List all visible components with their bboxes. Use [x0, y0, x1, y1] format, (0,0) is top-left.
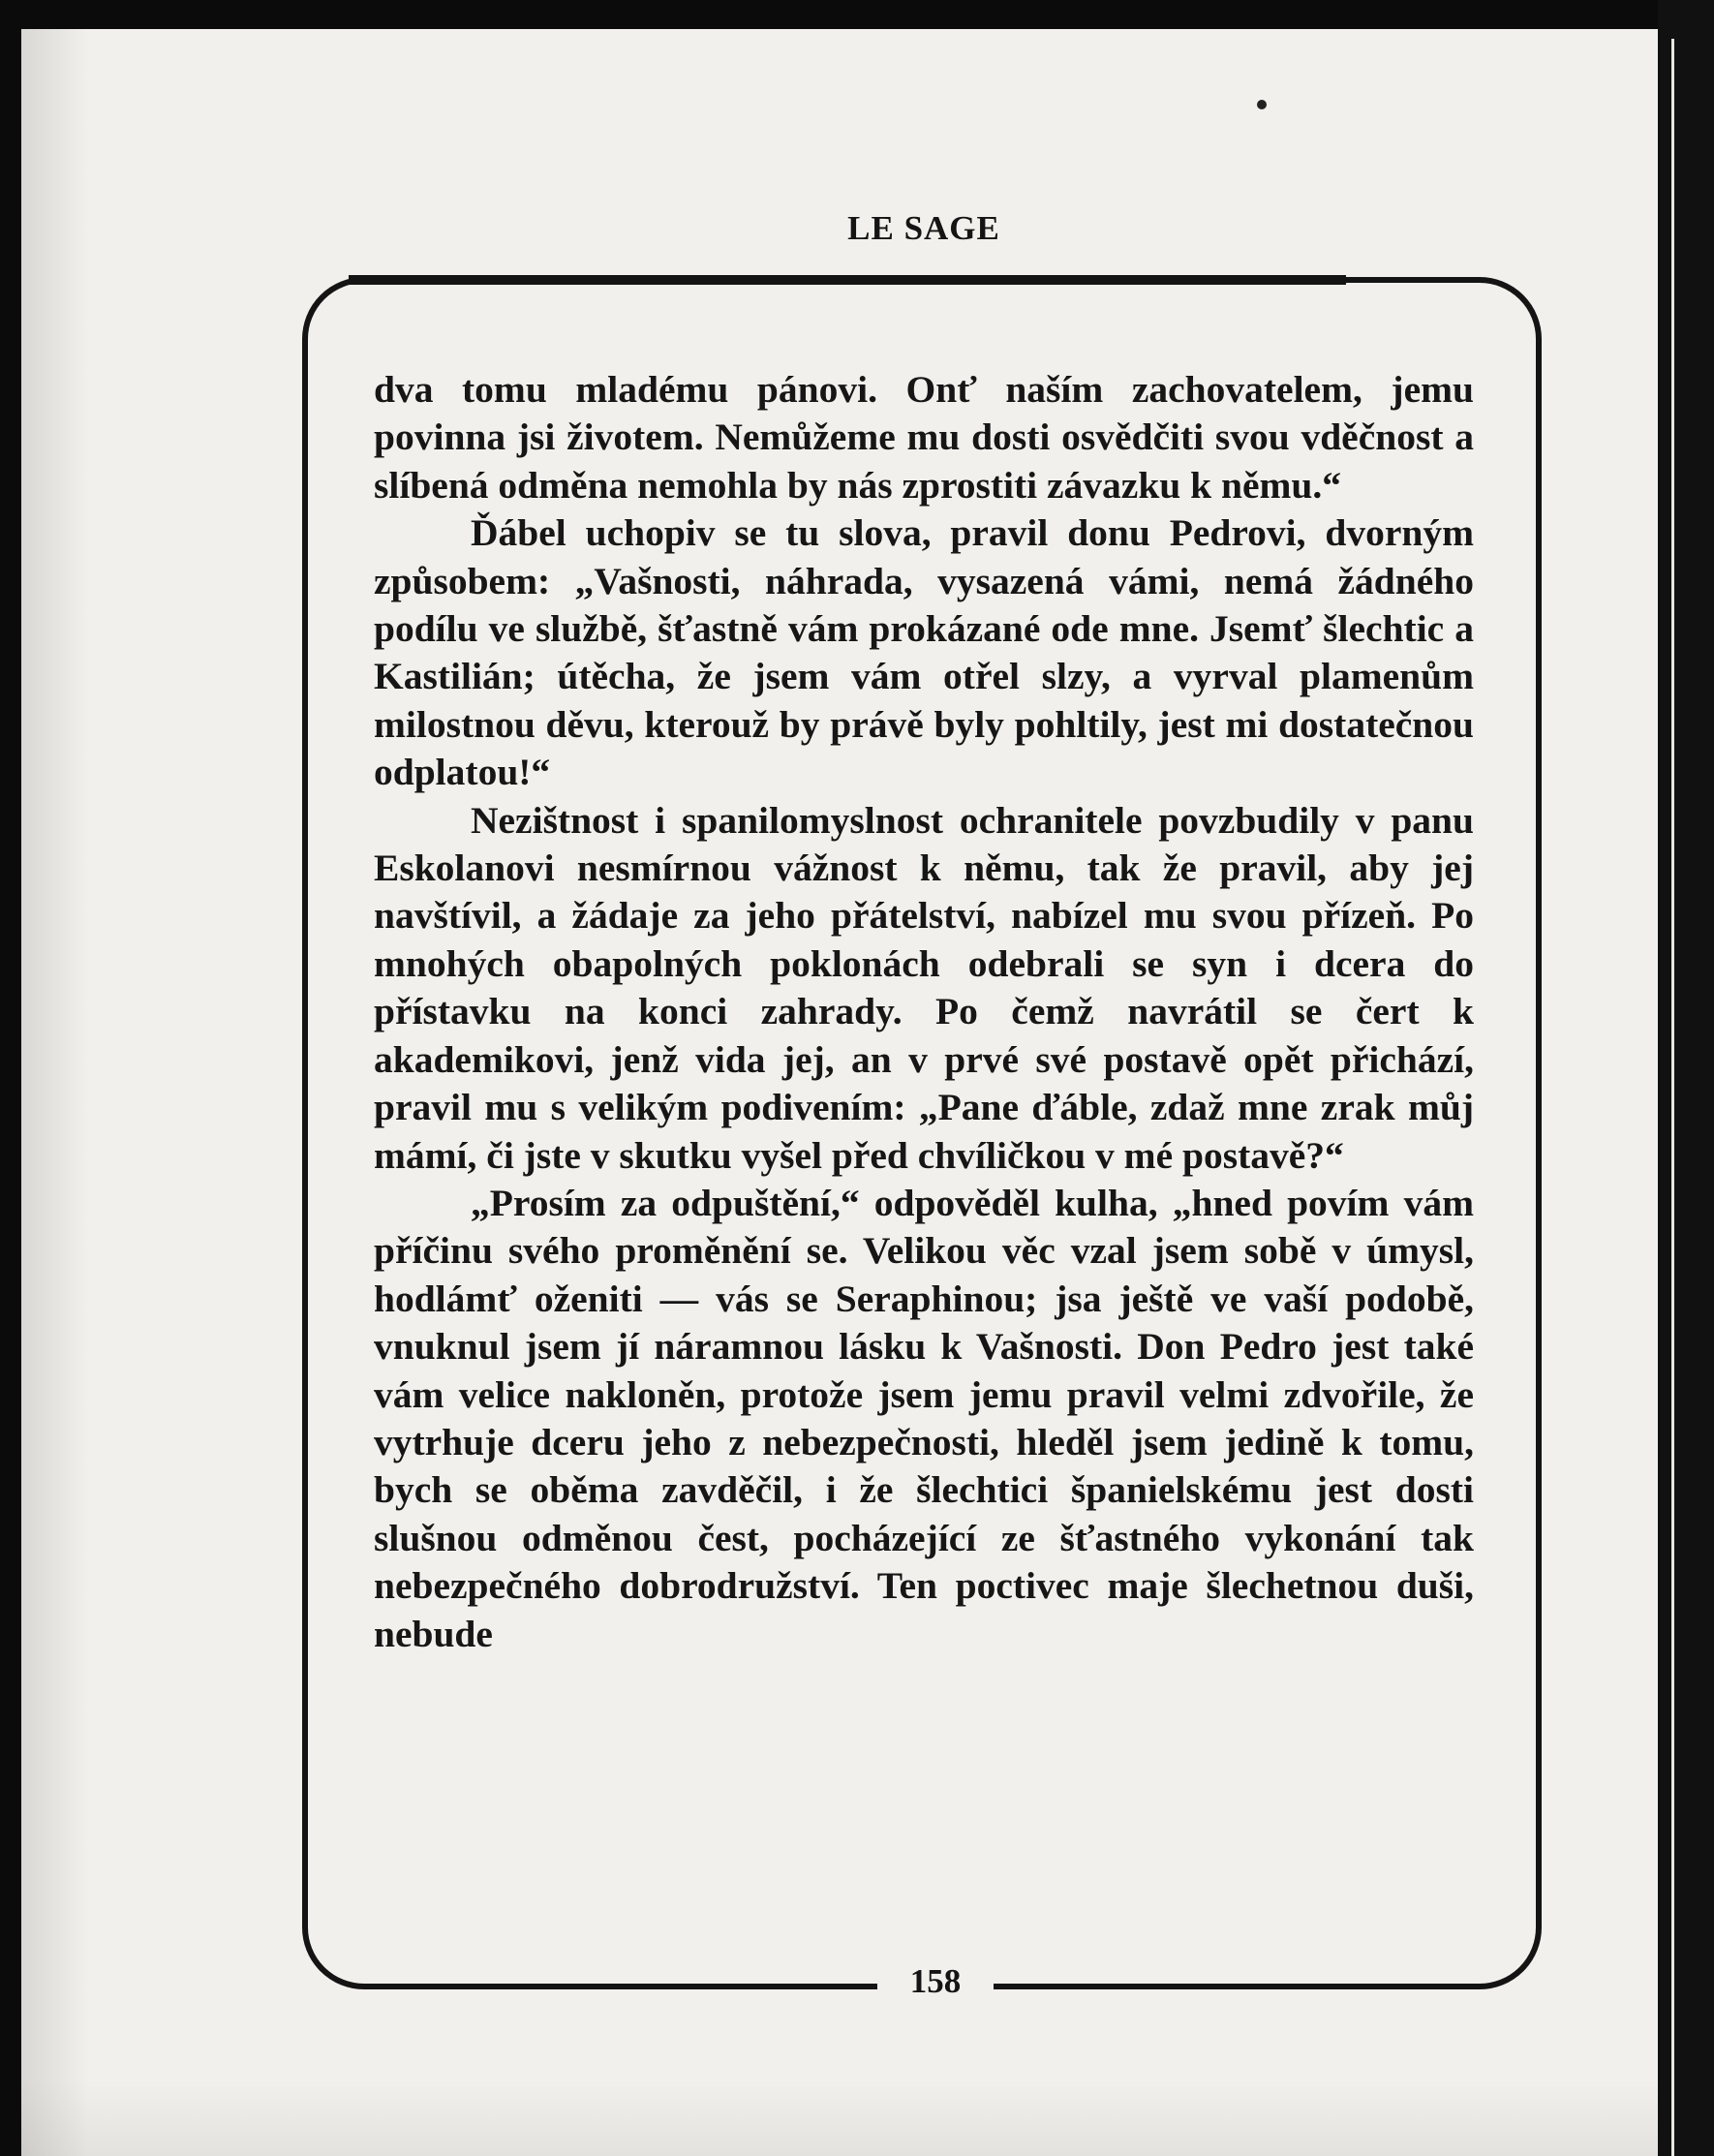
paragraph-3: Nezištnost i spanilomyslnost ochranitele povzbudily v panu Eskolanovi nesmírnou vážnost k němu, tak že pravil, aby jej navštívil, a žádaje za jeho přátelství, nabízel mu svou přízeň. Po mnohých obapolných poklonách odebrali se syn i dcera do přístavku na konci zahrady. Po čemž navrátil se čert k akademikovi, jenž vida jej, an v prvé své postavě opět přichází, pravil mu s velikým podivením: „Pane ďáble, zdaž mne zrak můj mámí, či jste v skutku vyšel před chvíličkou v mé postavě?“	[374, 798, 1474, 1177]
page-number: 158	[909, 1962, 962, 2000]
paragraph-2: Ďábel uchopiv se tu slova, pravil donu Pedrovi, dvorným způsobem: „Vašnosti, náhrada, vysazená vámi, nemá žádného podílu ve službě, šťastně vám prokázané ode mne. Jsemť šlechtic a Kastilián; útěcha, že jsem vám otřel slzy, a vyrval plamenům milostnou děvu, kterouž by právě byly pohltily, jest mi dostatečnou odplatou!“	[374, 511, 1474, 794]
speck	[1257, 100, 1267, 109]
text-frame-top-rule	[349, 275, 1346, 285]
running-head: LE SAGE	[847, 209, 1000, 247]
body-text	[374, 366, 1474, 1658]
paragraph-1: dva tomu mladému pánovi. Onť naším zachovatelem, jemu povinna jsi životem. Nemůžeme mu dosti osvědčiti svou vděčnost a slíbená odměna nemohla by nás zprostiti závazku k němu.“	[374, 368, 1474, 507]
page-right-edge	[1658, 0, 1714, 2156]
paragraph-4: „Prosím za odpuštění,“ odpověděl kulha, „hned povím vám příčinu svého proměnění se. Velikou věc vzal jsem sobě v úmysl, hodlámť oženiti — vás se Seraphinou; jsa ještě ve vaší podobě, vnuknul jsem jí náramnou lásku k Vašnosti. Don Pedro jest také vám velice nakloněn, protože jsem jemu pravil velmi zdvořile, že vytrhuje dceru jeho z nebezpečnosti, hleděl jsem jedině k tomu, bych se oběma zavděčil, i že šlechtici španielskému jest dosti slušnou odměnou čest, pocházející ze šťastného vykonání tak nebezpečného dobrodružství. Ten poctivec maje šlechetnou duši, nebude	[374, 1181, 1474, 1655]
page-edge-line	[1671, 39, 1674, 2156]
